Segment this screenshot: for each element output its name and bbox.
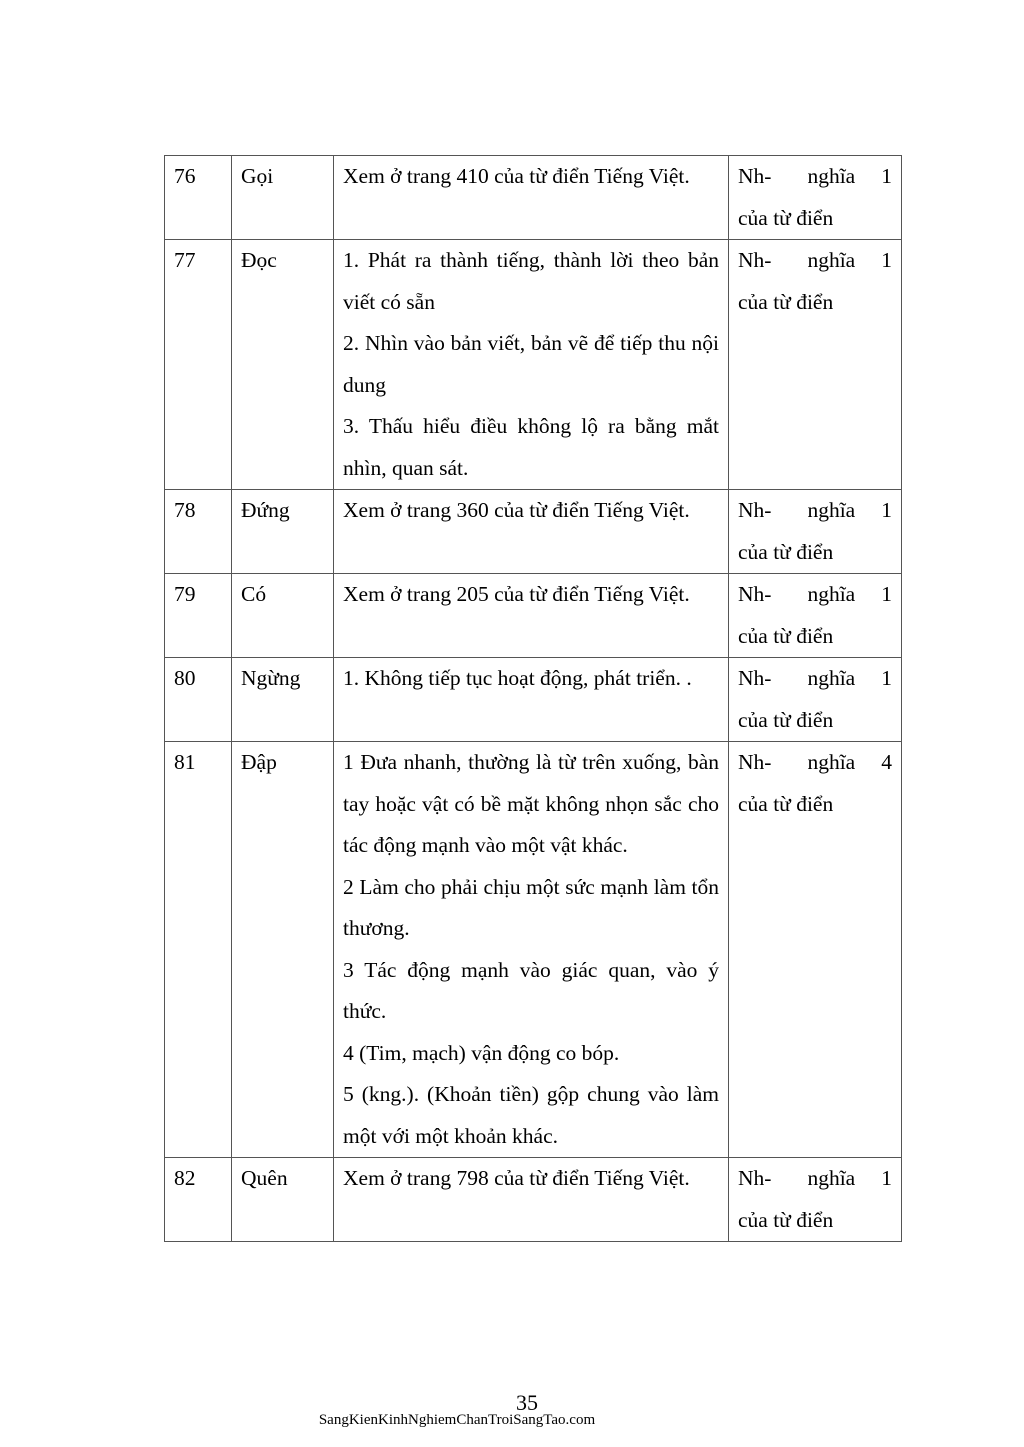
definition-line: 1. Không tiếp tục hoạt động, phát triển. .: [343, 666, 692, 690]
note-count: 1: [881, 1166, 892, 1190]
note-prefix: Nh-: [738, 164, 772, 188]
table-row: [165, 658, 902, 742]
definition-line: 4 (Tim, mạch) vận động co bóp.: [343, 1040, 620, 1065]
note-suffix: của từ điển: [738, 707, 834, 732]
note-prefix: Nh-: [738, 582, 772, 606]
definition-line: 2 Làm cho phải chịu một sức mạnh làm tổn thương.: [343, 874, 719, 940]
vocabulary-table: [164, 155, 902, 1242]
row-note: [729, 240, 902, 490]
page-number: 35: [516, 1390, 538, 1415]
note-prefix: Nh-: [738, 248, 772, 272]
row-definition: [334, 1158, 729, 1242]
row-word: Đứng: [232, 490, 334, 574]
vocabulary-table-body: [165, 156, 902, 1242]
row-word: Gọi: [232, 156, 334, 240]
note-count: 4: [881, 750, 892, 774]
row-definition: [334, 742, 729, 1158]
row-number: 82: [165, 1158, 232, 1242]
row-definition: [334, 574, 729, 658]
row-note: [729, 156, 902, 240]
row-note: [729, 574, 902, 658]
row-number: 76: [165, 156, 232, 240]
row-number: 77: [165, 240, 232, 490]
row-note: [729, 742, 902, 1158]
definition-line: Xem ở trang 798 của từ điển Tiếng Việt.: [343, 1166, 690, 1190]
note-suffix: của từ điển: [738, 539, 834, 564]
row-word: Đập: [232, 742, 334, 1158]
definition-line: 1. Phát ra thành tiếng, thành lời theo bản viết có sẵn: [343, 248, 719, 314]
definition-line: Xem ở trang 360 của từ điển Tiếng Việt.: [343, 498, 690, 522]
note-count: 1: [881, 666, 892, 690]
row-word: Ngừng: [232, 658, 334, 742]
row-number: 79: [165, 574, 232, 658]
table-row: [165, 1158, 902, 1242]
row-word: Đọc: [232, 240, 334, 490]
note-label: nghĩa: [807, 666, 856, 690]
definition-line: 3. Thấu hiểu điều không lộ ra bằng mắt nhìn, quan sát.: [343, 414, 719, 480]
definition-line: 1 Đưa nhanh, thường là từ trên xuống, bàn tay hoặc vật có bề mặt không nhọn sắc cho tác động mạnh vào một vật khác.: [343, 750, 719, 857]
note-suffix: của từ điển: [738, 289, 834, 314]
note-prefix: Nh-: [738, 666, 772, 690]
note-count: 1: [881, 248, 892, 272]
note-label: nghĩa: [807, 164, 856, 188]
row-definition: [334, 658, 729, 742]
note-count: 1: [881, 498, 892, 522]
table-row: [165, 490, 902, 574]
row-definition: [334, 490, 729, 574]
definition-line: 3 Tác động mạnh vào giác quan, vào ý thức.: [343, 957, 719, 1023]
note-label: nghĩa: [807, 1166, 856, 1190]
row-number: 81: [165, 742, 232, 1158]
note-suffix: của từ điển: [738, 791, 834, 816]
note-prefix: Nh-: [738, 1166, 772, 1190]
row-definition: [334, 240, 729, 490]
note-label: nghĩa: [807, 582, 856, 606]
definition-line: 2. Nhìn vào bản viết, bản vẽ để tiếp thu nội dung: [343, 331, 719, 397]
row-note: [729, 1158, 902, 1242]
row-note: [729, 490, 902, 574]
note-suffix: của từ điển: [738, 623, 834, 648]
note-label: nghĩa: [807, 248, 856, 272]
note-count: 1: [881, 582, 892, 606]
row-number: 78: [165, 490, 232, 574]
row-number: 80: [165, 658, 232, 742]
row-word: Có: [232, 574, 334, 658]
definition-line: 5 (kng.). (Khoản tiền) gộp chung vào làm một với một khoản khác.: [343, 1082, 719, 1148]
row-note: [729, 658, 902, 742]
note-label: nghĩa: [807, 498, 856, 522]
definition-line: Xem ở trang 205 của từ điển Tiếng Việt.: [343, 582, 690, 606]
definition-line: Xem ở trang 410 của từ điển Tiếng Việt.: [343, 164, 690, 188]
note-suffix: của từ điển: [738, 1207, 834, 1232]
row-word: Quên: [232, 1158, 334, 1242]
note-suffix: của từ điển: [738, 205, 834, 230]
note-prefix: Nh-: [738, 750, 772, 774]
row-definition: [334, 156, 729, 240]
footer-site-url: SangKienKinhNghiemChanTroiSangTao.com: [318, 1412, 596, 1428]
table-row: [165, 574, 902, 658]
table-row: [165, 742, 902, 1158]
note-count: 1: [881, 164, 892, 188]
note-label: nghĩa: [807, 750, 856, 774]
note-prefix: Nh-: [738, 498, 772, 522]
table-row: [165, 240, 902, 490]
table-row: [165, 156, 902, 240]
